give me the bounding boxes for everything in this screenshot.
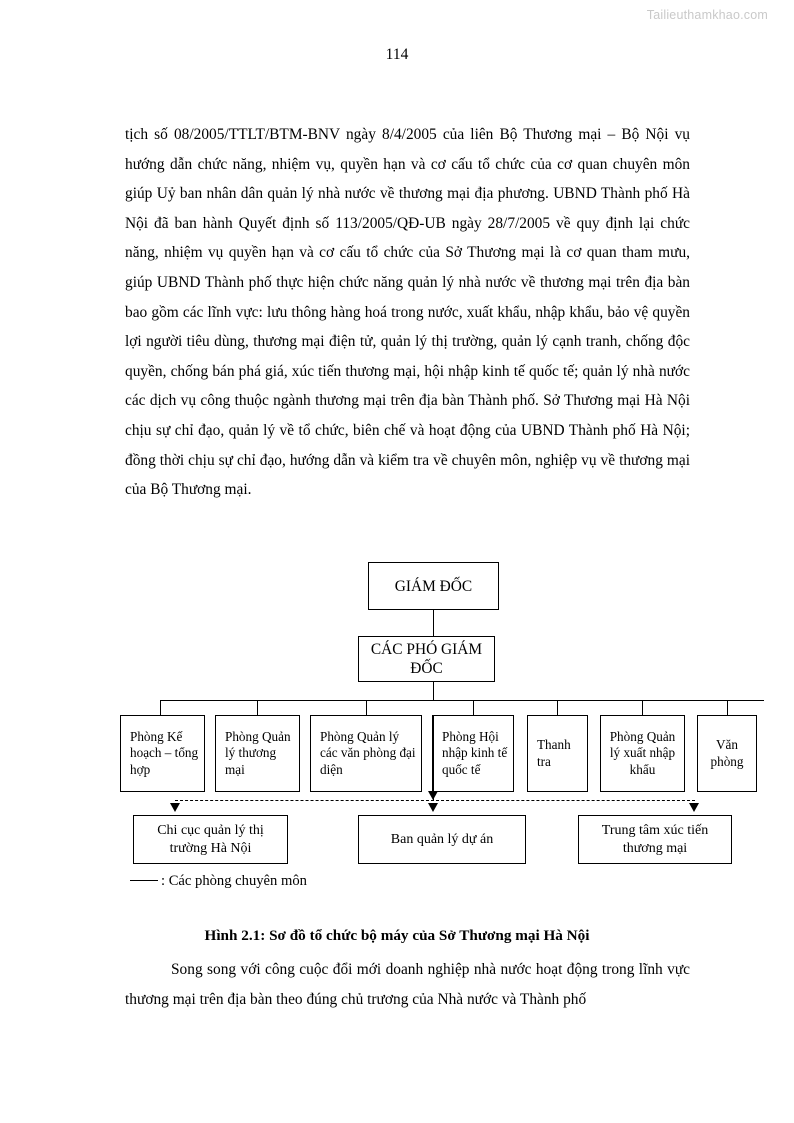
- node-department-7-label: Văn phòng: [710, 737, 744, 769]
- node-affiliated-unit-3[interactable]: [578, 815, 732, 864]
- node-affiliated-unit-1-label: Chi cục quản lý thị trường Hà Nội: [157, 822, 264, 856]
- node-affiliated-unit-2[interactable]: [358, 815, 526, 864]
- node-director[interactable]: [368, 562, 499, 610]
- arrow-to-affiliated-unit-2: [428, 803, 438, 812]
- node-department-3-label: Phòng Quản lý các văn phòng đại diện: [320, 728, 416, 777]
- figure-caption: Hình 2.1: Sơ đồ tổ chức bộ máy của Sở Thương mại Hà Nội: [204, 927, 590, 944]
- node-department-5[interactable]: [527, 715, 588, 792]
- node-department-2-label: Phòng Quản lý thương mại: [225, 728, 291, 777]
- site-watermark: Tailieuthamkhao.com: [646, 8, 768, 22]
- chart-legend: [130, 870, 390, 892]
- drop-department-3: [366, 700, 367, 715]
- node-affiliated-unit-2-label: Ban quản lý dự án: [390, 831, 494, 847]
- node-affiliated-unit-3-label: Trung tâm xúc tiến thương mại: [601, 822, 709, 856]
- legend-solid-line-icon: [130, 880, 158, 881]
- node-department-6[interactable]: [600, 715, 685, 792]
- node-affiliated-unit-1[interactable]: [133, 815, 288, 864]
- connector-director-to-deputies: [433, 610, 434, 636]
- node-director-label: GIÁM ĐỐC: [394, 577, 473, 595]
- node-department-2[interactable]: [215, 715, 300, 792]
- drop-department-2: [257, 700, 258, 715]
- node-deputy-directors[interactable]: [358, 636, 495, 682]
- node-deputy-directors-label: CÁC PHÓ GIÁM ĐỐC: [370, 641, 483, 677]
- main-paragraph-block: [125, 120, 690, 505]
- drop-department-7: [727, 700, 728, 715]
- connector-deputies-to-bus: [433, 682, 434, 701]
- node-department-1-label: Phòng Kế hoạch – tổng hợp: [130, 728, 199, 777]
- node-department-3[interactable]: [310, 715, 422, 792]
- drop-department-4: [473, 700, 474, 715]
- affiliated-units-dashed-bus: [175, 800, 695, 801]
- drop-department-5: [557, 700, 558, 715]
- node-department-1[interactable]: [120, 715, 205, 792]
- legend-text: : Các phòng chuyên môn: [161, 873, 307, 889]
- drop-department-1: [160, 700, 161, 715]
- page-number: 114: [385, 46, 409, 63]
- node-department-4[interactable]: [432, 715, 514, 792]
- department-bus-line: [160, 700, 764, 701]
- arrow-on-dashed-bus: [428, 791, 438, 800]
- drop-department-6: [642, 700, 643, 715]
- arrow-to-affiliated-unit-3: [689, 803, 699, 812]
- trailing-paragraph-1: Song song với công cuộc đổi mới doanh nghiệp nhà nước hoạt động trong lĩnh vực thương mại trên địa bàn theo đúng chủ trương của Nhà nước và Thành phố: [125, 961, 690, 1008]
- paragraph-1: tịch số 08/2005/TTLT/BTM-BNV ngày 8/4/2005 của liên Bộ Thương mại – Bộ Nội vụ hướng dẫn chức năng, nhiệm vụ, quyền hạn và cơ cấu tổ chức của cơ quan chuyên môn giúp Uỷ ban nhân dân quản lý nhà nước về thương mại địa phương. UBND Thành phố Hà Nội đã ban hành Quyết định số 113/2005/QĐ-UB ngày 28/7/2005 về quy định lại chức năng, nhiệm vụ quyền hạn và cơ cấu tổ chức của Sở Thương mại là cơ quan tham mưu, giúp UBND Thành phố thực hiện chức năng quản lý nhà nước về thương mại trên địa bàn bao gồm các lĩnh vực: lưu thông hàng hoá trong nước, xuất khẩu, nhập khẩu, bảo vệ quyền lợi người tiêu dùng, thương mại điện tử, quản lý thị trường, quản lý cạnh tranh, chống độc quyền, chống bán phá giá, xúc tiến thương mại, hội nhập kinh tế quốc tế; quản lý nhà nước các dịch vụ công thuộc ngành thương mại trên địa bàn Thành phố. Sở Thương mại Hà Nội chịu sự chỉ đạo, quản lý về tổ chức, biên chế và hoạt động của UBND Thành phố Hà Nội; đồng thời chịu sự chỉ đạo, hướng dẫn và kiểm tra về chuyên môn, nghiệp vụ về thương mại của Bộ Thương mại.: [125, 126, 690, 499]
- node-department-7[interactable]: [697, 715, 757, 792]
- trailing-paragraph-block: [125, 955, 690, 1014]
- node-department-6-label: Phòng Quản lý xuất nhập khẩu: [609, 728, 676, 777]
- node-department-5-label: Thanh tra: [537, 737, 571, 769]
- node-department-4-label: Phòng Hội nhập kinh tế quốc tế: [442, 728, 508, 777]
- arrow-to-affiliated-unit-1: [170, 803, 180, 812]
